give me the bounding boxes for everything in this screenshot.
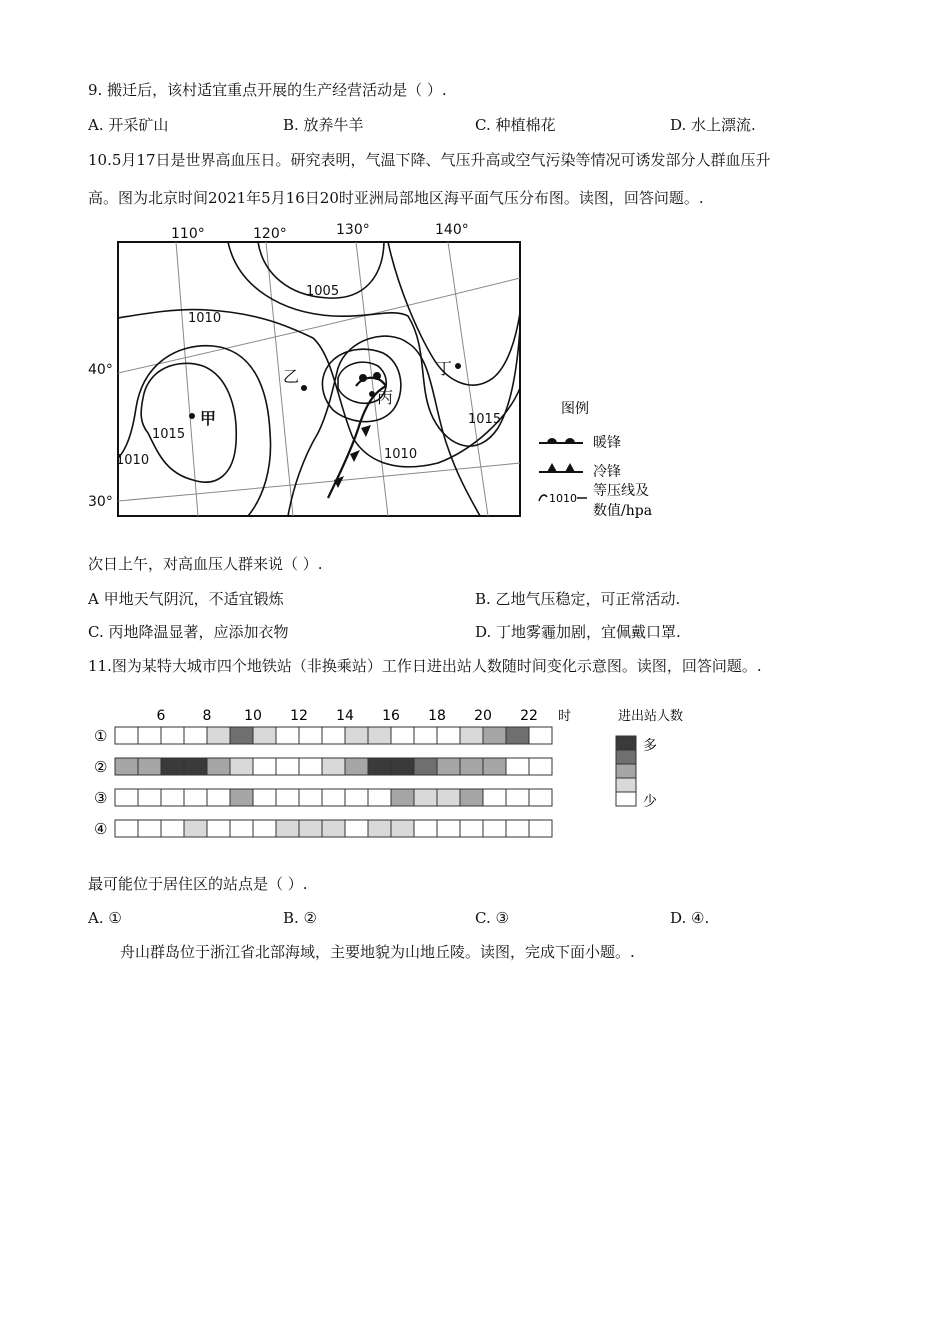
- flow-legend-more: 多: [643, 738, 657, 754]
- legend-warm-front: 暖锋: [593, 435, 621, 451]
- next-section-intro: 舟山群岛位于浙江省北部海域，主要地貌为山地丘陵。读图，完成下面小题。.: [120, 943, 635, 961]
- flow-cell: [391, 758, 414, 775]
- flow-cell: [161, 789, 184, 806]
- flow-cell: [253, 789, 276, 806]
- flow-cell: [414, 727, 437, 744]
- flow-cell: [368, 758, 391, 775]
- flow-cell: [529, 727, 552, 744]
- flow-cell: [138, 789, 161, 806]
- hour-label: 16: [382, 708, 400, 724]
- cold-front-triangles: [334, 425, 371, 488]
- place-bing: 丙: [377, 388, 394, 407]
- isobar-value: 1015: [468, 412, 502, 427]
- flow-cell: [230, 727, 253, 744]
- flow-cell: [322, 820, 345, 837]
- q11-stem: 11.图为某特大城市四个地铁站（非换乘站）工作日进出站人数随时间变化示意图。读图，回答问题。.: [88, 657, 762, 675]
- flow-cell: [115, 758, 138, 775]
- map-legend: [535, 395, 675, 530]
- flow-cell: [368, 789, 391, 806]
- station-label: ④: [94, 820, 108, 838]
- flow-cell: [506, 758, 529, 775]
- flow-cell: [345, 758, 368, 775]
- place-jia: 甲: [200, 409, 217, 428]
- flow-cell: [391, 727, 414, 744]
- lon-label: 120°: [253, 226, 287, 242]
- flow-cell: [230, 758, 253, 775]
- q10-option-b: B. 乙地气压稳定，可正常活动.: [475, 590, 681, 608]
- flow-cell: [345, 727, 368, 744]
- flow-cell: [368, 727, 391, 744]
- flow-cell: [207, 727, 230, 744]
- q10-option-d: D. 丁地雾霾加剧，宜佩戴口罩.: [475, 623, 681, 641]
- flow-legend-swatch: [616, 764, 636, 778]
- flow-cell: [161, 758, 184, 775]
- q11-option-c: C. ③: [475, 909, 509, 927]
- cold-front-symbol-mark: [565, 463, 575, 472]
- flow-cell: [437, 758, 460, 775]
- hour-label: 18: [428, 708, 446, 724]
- flow-cell: [184, 789, 207, 806]
- flow-cell: [138, 727, 161, 744]
- flow-cell: [391, 820, 414, 837]
- flow-cell: [299, 789, 322, 806]
- flow-cell: [460, 758, 483, 775]
- flow-legend-swatch: [616, 736, 636, 750]
- flow-cell: [299, 727, 322, 744]
- q10-stem-line1: 10.5月17日是世界高血压日。研究表明，气温下降、气压升高或空气污染等情况可诱发部分人群血压升: [88, 151, 771, 169]
- flow-cell: [345, 820, 368, 837]
- flow-cell: [115, 789, 138, 806]
- flow-cell: [276, 820, 299, 837]
- flow-cell: [138, 820, 161, 837]
- flow-cell: [437, 789, 460, 806]
- q11-option-b: B. ②: [283, 909, 318, 927]
- isobar-value: 1015: [152, 427, 186, 442]
- station-label: ①: [94, 727, 108, 745]
- flow-cell: [437, 820, 460, 837]
- flow-cell: [391, 789, 414, 806]
- flow-cell: [483, 820, 506, 837]
- flow-cell: [529, 789, 552, 806]
- flow-cell: [322, 727, 345, 744]
- lat-label: 40°: [88, 362, 113, 378]
- lon-label: 140°: [435, 222, 469, 238]
- q10-option-a: A 甲地天气阴沉，不适宜锻炼: [88, 590, 284, 608]
- hour-label: 8: [202, 708, 212, 724]
- flow-cell: [483, 758, 506, 775]
- flow-cell: [253, 758, 276, 775]
- q10-option-c: C. 丙地降温显著，应添加衣物: [88, 623, 289, 641]
- flow-cell: [414, 820, 437, 837]
- flow-cell: [460, 789, 483, 806]
- place-dot: [369, 391, 375, 397]
- lat-label: 30°: [88, 494, 113, 510]
- flow-cell: [345, 789, 368, 806]
- isobar-value: 1005: [306, 284, 340, 299]
- hour-label: 6: [156, 708, 166, 724]
- flow-cell: [276, 789, 299, 806]
- flow-cell: [253, 727, 276, 744]
- q11-option-a: A. ①: [88, 909, 122, 927]
- station-label: ③: [94, 789, 108, 807]
- q9-option-a: A. 开采矿山: [88, 116, 169, 134]
- flow-cell: [276, 758, 299, 775]
- hour-unit: 时: [558, 709, 572, 724]
- q10-stem-line2: 高。图为北京时间2021年5月16日20时亚洲局部地区海平面气压分布图。读图，回答问题。.: [88, 189, 704, 207]
- place-ding: 丁: [436, 359, 453, 378]
- flow-cell: [299, 820, 322, 837]
- hour-label: 22: [520, 708, 538, 724]
- station-label: ②: [94, 758, 108, 776]
- flow-cell: [460, 727, 483, 744]
- isobar-value: 1010: [188, 311, 222, 326]
- q9-option-d: D. 水上漂流.: [670, 116, 756, 134]
- flow-cell: [161, 727, 184, 744]
- hour-label: 10: [244, 708, 262, 724]
- flow-cell: [115, 820, 138, 837]
- flow-cell: [483, 789, 506, 806]
- lon-label: 110°: [171, 226, 205, 242]
- flow-legend-title: 进出站人数: [618, 709, 684, 724]
- flow-cell: [138, 758, 161, 775]
- flow-cell: [437, 727, 460, 744]
- cold-front-symbol-mark: [547, 463, 557, 472]
- legend-cold-front: 冷锋: [593, 464, 621, 480]
- hour-label: 12: [290, 708, 308, 724]
- q11-option-d: D. ④.: [670, 909, 710, 927]
- flow-cell: [322, 789, 345, 806]
- flow-cell: [115, 727, 138, 744]
- hour-label: 20: [474, 708, 492, 724]
- flow-cell: [299, 758, 322, 775]
- legend-isobar-sample: 1010: [549, 492, 577, 505]
- isobar-value: 1010: [384, 447, 418, 462]
- flow-legend-less: 少: [643, 794, 657, 810]
- pressure-map: [88, 218, 528, 523]
- flow-cell: [207, 758, 230, 775]
- flow-cell: [460, 820, 483, 837]
- flow-cell: [230, 789, 253, 806]
- flow-cell: [506, 789, 529, 806]
- flow-cell: [161, 820, 184, 837]
- q9-stem: 9. 搬迁后，该村适宜重点开展的生产经营活动是（ ）.: [88, 81, 447, 99]
- legend-isobar-line2: 数值/hpa: [593, 503, 653, 519]
- hour-label: 14: [336, 708, 354, 724]
- flow-cell: [207, 789, 230, 806]
- flow-cell: [529, 758, 552, 775]
- flow-legend-swatch: [616, 750, 636, 764]
- isobar-value: 1010: [116, 453, 150, 468]
- flow-cell: [506, 820, 529, 837]
- q10-question: 次日上午，对高血压人群来说（ ）.: [88, 555, 323, 573]
- flow-cell: [207, 820, 230, 837]
- isobar-symbol: [539, 495, 547, 501]
- flow-legend-swatch: [616, 778, 636, 792]
- flow-cell: [483, 727, 506, 744]
- place-dot: [301, 385, 307, 391]
- flow-cell: [184, 820, 207, 837]
- flow-cell: [276, 727, 299, 744]
- flow-cell: [368, 820, 391, 837]
- flow-cell: [322, 758, 345, 775]
- flow-cell: [184, 727, 207, 744]
- flow-legend-swatch: [616, 792, 636, 806]
- flow-cell: [506, 727, 529, 744]
- flow-cell: [184, 758, 207, 775]
- place-dot: [455, 363, 461, 369]
- lon-label: 130°: [336, 222, 370, 238]
- place-dot: [189, 413, 195, 419]
- q9-option-b: B. 放养牛羊: [283, 116, 364, 134]
- legend-isobar-line1: 等压线及: [593, 483, 649, 499]
- flow-cell: [230, 820, 253, 837]
- flow-cell: [529, 820, 552, 837]
- q11-question: 最可能位于居住区的站点是（ ）.: [88, 875, 308, 893]
- station-flow-chart: [88, 700, 688, 850]
- flow-cell: [253, 820, 276, 837]
- place-yi: 乙: [283, 367, 300, 386]
- legend-title: 图例: [561, 401, 589, 417]
- q9-option-c: C. 种植棉花: [475, 116, 556, 134]
- flow-cell: [414, 758, 437, 775]
- flow-cell: [414, 789, 437, 806]
